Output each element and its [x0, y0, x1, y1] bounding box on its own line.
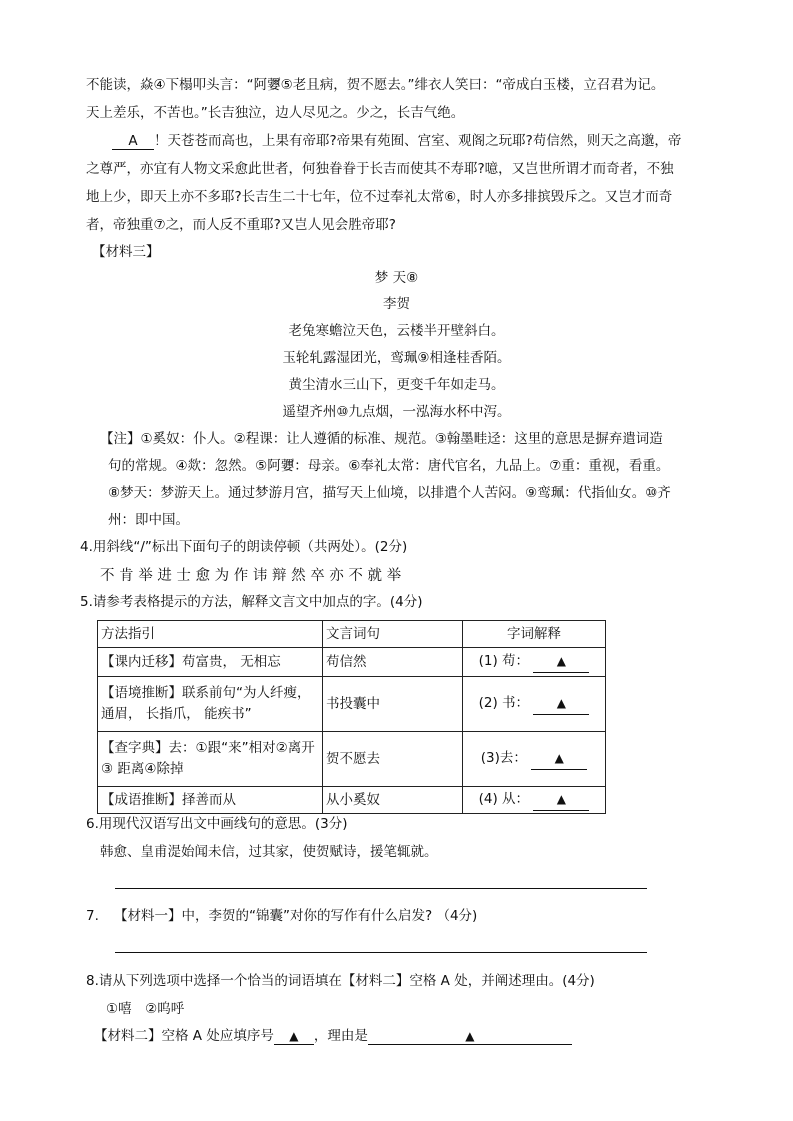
method-cell: 【语境推断】联系前句“为人纤瘦，通眉， 长指爪， 能疾书”	[98, 677, 323, 732]
material3-heading: 【材料三】	[92, 244, 160, 260]
poem-title: 梦 天⑧	[374, 270, 419, 286]
table-row	[98, 677, 606, 732]
poem-author: 李贺	[383, 296, 410, 312]
answer-cell[interactable]	[463, 787, 606, 814]
methods-table	[97, 620, 606, 814]
poem-line-3: 黄尘清水三山下，更变千年如走马。	[288, 377, 505, 393]
passage-line-3	[112, 135, 681, 150]
triangle-icon: ▲	[554, 751, 564, 766]
answer-blank[interactable]	[533, 693, 589, 715]
answer-label: (4) 从：	[478, 791, 530, 808]
answer-blank[interactable]	[533, 789, 589, 811]
table-row	[98, 648, 606, 677]
q7-answer-line[interactable]	[115, 952, 647, 953]
q8-answer-prefix: 【材料二】空格 A 处应填序号	[94, 1028, 274, 1044]
q8-prompt: 8.请从下列选项中选择一个恰当的词语填在【材料二】空格 A 处，并阐述理由。(4分)	[86, 973, 595, 989]
answer-label: (3)去：	[480, 750, 527, 767]
triangle-icon: ▲	[465, 1029, 475, 1043]
table-row	[98, 732, 606, 787]
q4-sentence[interactable]: 不 肯 举 进 士 愈 为 作 讳 辩 然 卒 亦 不 就 举	[100, 568, 402, 584]
method-cell: 【查字典】去：①跟“来”相对②离开③ 距离④除掉	[98, 732, 323, 787]
answer-blank[interactable]	[533, 651, 589, 673]
q6-answer-line[interactable]	[115, 888, 647, 889]
method-cell: 【课内迁移】苟富贵， 无相忘	[98, 648, 323, 677]
phrase-cell: 贺不愿去	[323, 732, 463, 787]
header-method: 方法指引	[98, 621, 323, 648]
header-phrase: 文言词句	[323, 621, 463, 648]
poem-line-4: 遥望齐州⑩九点烟，一泓海水杯中泻。	[282, 404, 511, 420]
answer-cell[interactable]	[463, 648, 606, 677]
poem-line-1: 老兔寒蟾泣天色，云楼半开壁斜白。	[288, 323, 505, 339]
phrase-cell: 苟信然	[323, 648, 463, 677]
notes-line-4: 州：即中国。	[108, 512, 189, 528]
triangle-icon: ▲	[556, 654, 566, 669]
q8-answer-row	[94, 1030, 572, 1045]
q7-prompt: 【材料一】中，李贺的“锦囊”对你的写作有什么启发? （4分)	[114, 908, 478, 924]
passage-line-4: 之尊严，亦宜有人物文采愈此世者，何独眷眷于长吉而使其不寿耶?噫，又岂世所谓才而奇者，不独	[86, 161, 674, 177]
answer-cell[interactable]	[463, 732, 606, 787]
triangle-icon: ▲	[289, 1029, 299, 1043]
q7-number: 7.	[86, 908, 99, 924]
answer-cell[interactable]	[463, 677, 606, 732]
table-header-row	[98, 621, 606, 648]
table-row	[98, 787, 606, 814]
phrase-cell: 书投囊中	[323, 677, 463, 732]
blank-a: A	[112, 135, 154, 150]
triangle-icon: ▲	[556, 792, 566, 807]
method-cell: 【成语推断】择善而从	[98, 787, 323, 814]
passage-line-3-text: ！天苍苍而高也，上果有帝耶?帝果有苑囿、宫室、观阁之玩耶?苟信然，则天之高邈，帝	[154, 133, 682, 149]
q8-answer-middle: ，理由是	[313, 1028, 368, 1044]
triangle-icon: ▲	[556, 696, 566, 711]
notes-line-1: 【注】①奚奴：仆人。②程课：让人遵循的标准、规范。③翰墨畦迳：这里的意思是摒弃遣词造	[100, 431, 663, 447]
notes-line-3: ⑧梦天：梦游天上。通过梦游月宫，描写天上仙境，以排遣个人苦闷。⑨鸾珮：代指仙女。⑩齐	[108, 485, 671, 501]
passage-line-6: 者，帝独重⑦之，而人反不重耶?又岂人见会胜帝耶?	[86, 217, 396, 233]
q8-reason-blank[interactable]	[368, 1030, 572, 1045]
notes-line-2: 句的常规。④欻：忽然。⑤阿㜷：母亲。⑥奉礼太常：唐代官名，九品上。⑦重：重视，看重。	[108, 458, 670, 474]
answer-blank[interactable]	[531, 748, 587, 770]
passage-line-1: 不能读，焱④下榻叩头言：“阿㜷⑤老且病，贺不愿去。”绯衣人笑曰：“帝成白玉楼，立召君为记。	[86, 77, 665, 93]
q6-prompt: 6.用现代汉语写出文中画线句的意思。(3分)	[86, 816, 348, 832]
q8-number-blank[interactable]	[274, 1030, 314, 1045]
q5-prompt: 5.请参考表格提示的方法，解释文言文中加点的字。(4分)	[80, 594, 423, 610]
q8-options: ①嘻 ②呜呼	[106, 1001, 185, 1017]
phrase-cell: 从小奚奴	[323, 787, 463, 814]
answer-label: (1) 苟：	[478, 653, 530, 670]
passage-line-5: 地上少，即天上亦不多耶?长吉生二十七年，位不过奉礼太常⑥，时人亦多排摈毁斥之。又岂才而奇	[86, 189, 673, 205]
answer-label: (2) 书：	[478, 695, 530, 712]
passage-line-2: 天上差乐，不苦也。”长吉独泣，边人尽见之。少之，长吉气绝。	[86, 105, 465, 121]
header-answer: 字词解释	[463, 621, 606, 648]
q6-sentence: 韩愈、皇甫湜始闻未信，过其家，使贺赋诗，援笔辄就。	[100, 844, 438, 860]
poem-line-2: 玉轮轧露湿团光，鸾珮⑨相逢桂香陌。	[282, 350, 511, 366]
q4-prompt: 4.用斜线“/”标出下面句子的朗读停顿（共两处）。(2分)	[80, 539, 408, 555]
